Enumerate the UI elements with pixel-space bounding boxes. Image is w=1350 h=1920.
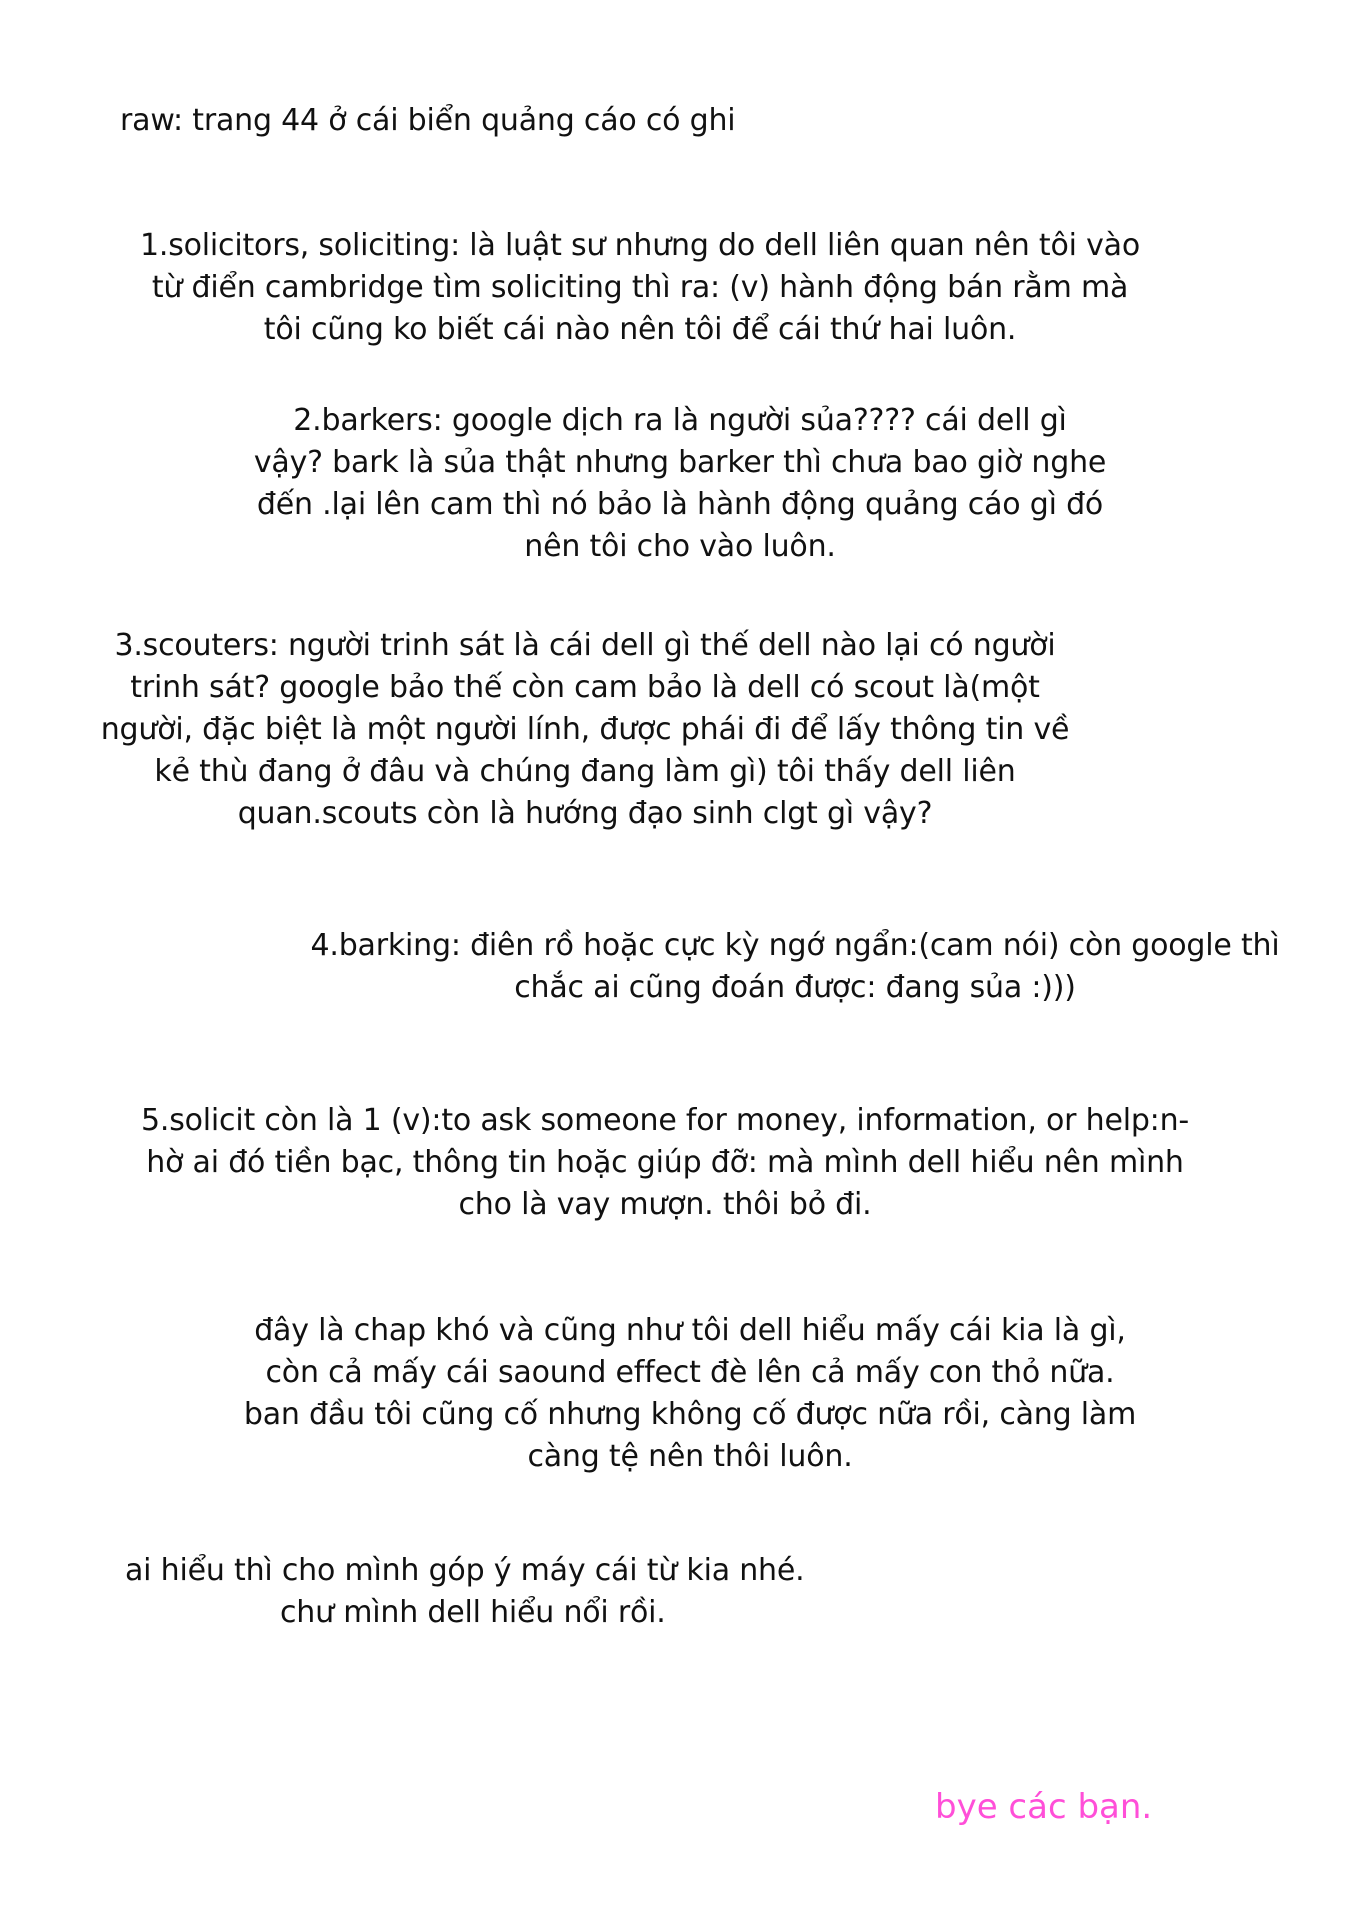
- note-line: trinh sát? google bảo thế còn cam bảo là dell có scout là(một: [130, 670, 1040, 705]
- note-line: cho là vay mượn. thôi bỏ đi.: [458, 1187, 872, 1222]
- note-line: vậy? bark là sủa thật nhưng barker thì chưa bao giờ nghe: [253, 445, 1107, 480]
- request-paragraph: [125, 1550, 905, 1634]
- note-line: 3.scouters: người trinh sát là cái dell gì thế dell nào lại có người: [114, 628, 1056, 663]
- note-line: người, đặc biệt là một người lính, được phái đi để lấy thông tin về: [100, 712, 1070, 747]
- closing-line: ban đầu tôi cũng cố nhưng không cố được nữa rồi, càng làm: [243, 1397, 1137, 1432]
- note-line: hờ ai đó tiền bạc, thông tin hoặc giúp đỡ: mà mình dell hiểu nên mình: [146, 1145, 1184, 1180]
- signoff-text: bye các bạn.: [935, 1787, 1153, 1827]
- note-2-barkers: [245, 400, 1115, 568]
- note-line: kẻ thù đang ở đâu và chúng đang làm gì) tôi thấy dell liên: [154, 754, 1016, 789]
- note-line: nên tôi cho vào luôn.: [524, 529, 836, 564]
- note-line: chắc ai cũng đoán được: đang sủa :))): [514, 970, 1076, 1005]
- closing-line: càng tệ nên thôi luôn.: [527, 1439, 853, 1474]
- request-line: chư mình dell hiểu nổi rồi.: [280, 1595, 666, 1630]
- note-line: 4.barking: điên rồ hoặc cực kỳ ngớ ngẩn:(cam nói) còn google thì: [310, 928, 1280, 963]
- note-line: từ điển cambridge tìm soliciting thì ra: (v) hành động bán rằm mà: [151, 270, 1129, 305]
- header-note: raw: trang 44 ở cái biển quảng cáo có ghi: [120, 103, 736, 138]
- note-line: 2.barkers: google dịch ra là người sủa???? cái dell gì: [293, 403, 1067, 438]
- note-line: 5.solicit còn là 1 (v):to ask someone for money, information, or help:n-: [140, 1103, 1190, 1138]
- note-line: tôi cũng ko biết cái nào nên tôi để cái thứ hai luôn.: [263, 312, 1017, 347]
- closing-line: còn cả mấy cái saound effect đè lên cả mấy con thỏ nữa.: [265, 1355, 1115, 1390]
- note-line: quan.scouts còn là hướng đạo sinh clgt gì vậy?: [237, 796, 933, 831]
- closing-line: đây là chap khó và cũng như tôi dell hiểu mấy cái kia là gì,: [254, 1313, 1126, 1348]
- note-line: 1.solicitors, soliciting: là luật sư nhưng do dell liên quan nên tôi vào: [139, 228, 1141, 263]
- closing-paragraph: [240, 1310, 1140, 1478]
- note-4-barking: [295, 925, 1295, 1009]
- note-5-solicit: [120, 1100, 1210, 1226]
- request-line: ai hiểu thì cho mình góp ý máy cái từ kia nhé.: [125, 1553, 805, 1588]
- note-line: đến .lại lên cam thì nó bảo là hành động quảng cáo gì đó: [256, 487, 1104, 522]
- note-3-scouters: [80, 625, 1090, 835]
- note-1-solicitors: [120, 225, 1160, 351]
